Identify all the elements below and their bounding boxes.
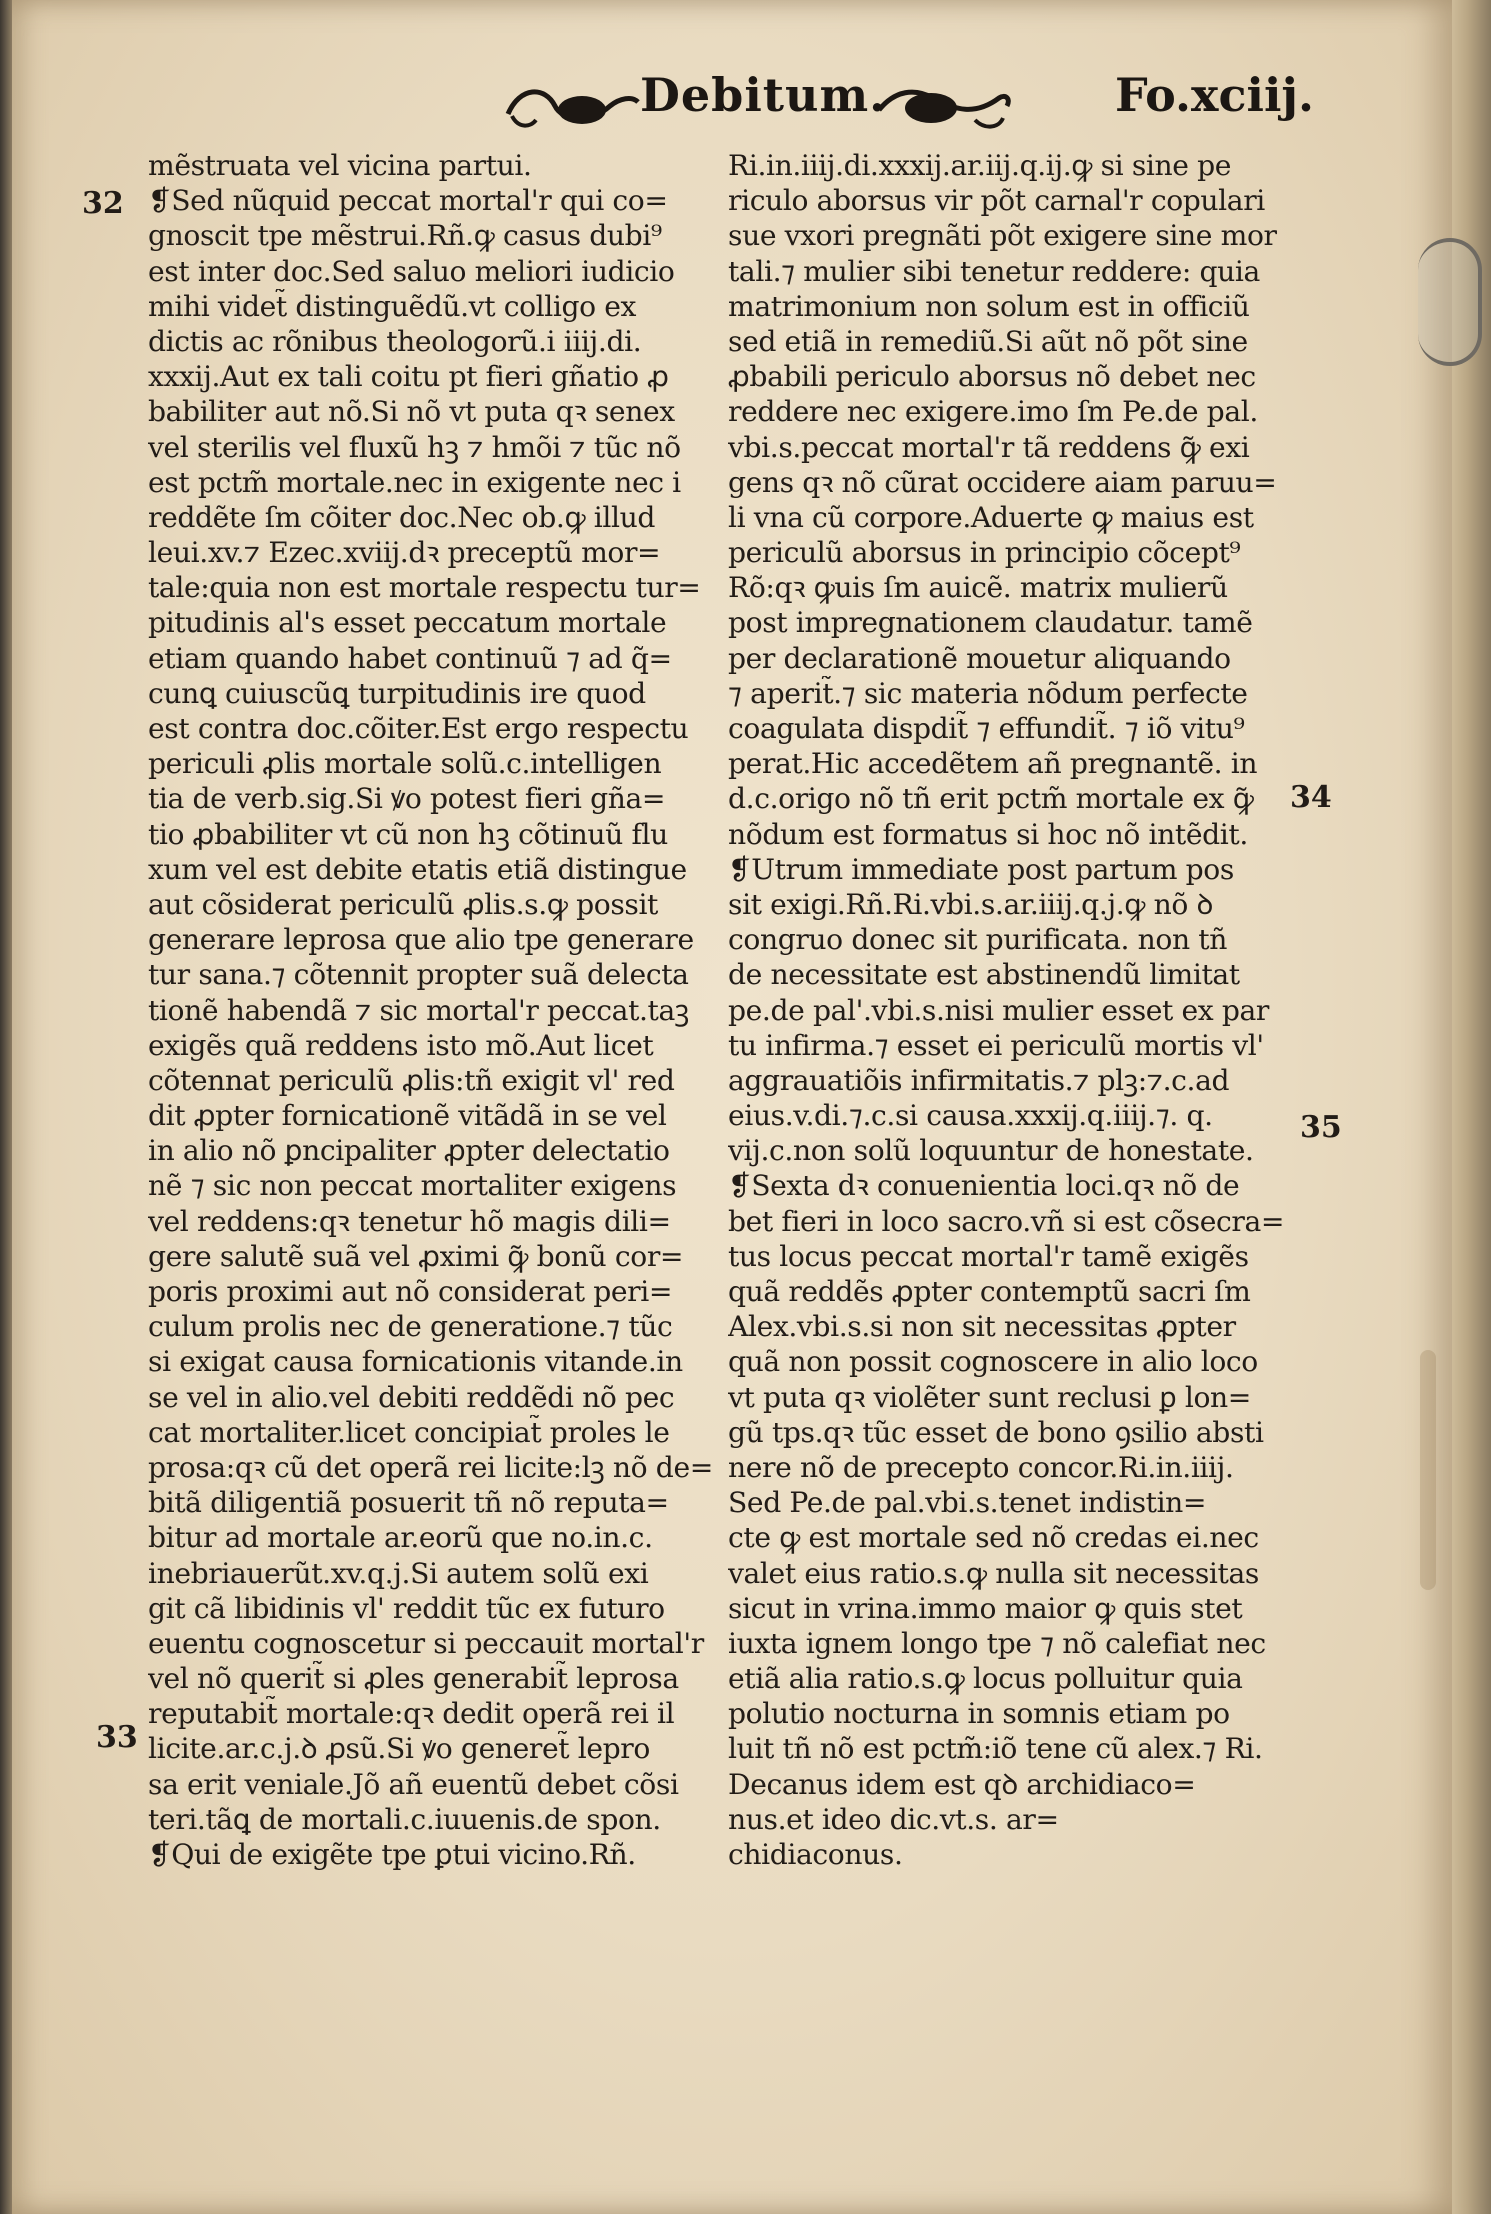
text-line: nõdum est formatus si hoc nõ intẽdit. (728, 817, 1248, 851)
ornament-right-icon (875, 76, 1015, 136)
book-gutter-edge (0, 0, 12, 2214)
text-line: ꝓbabili periculo aborsus nõ debet nec (728, 360, 1256, 394)
text-line: xum vel est debite etatis etiã distingue (148, 852, 687, 886)
text-line: valet eius ratio.s.ꝙ nulla sit necessitas (728, 1556, 1259, 1590)
text-line: prosa:qꝛ cũ det operã rei licite:lꝫ nõ de= (148, 1450, 713, 1484)
text-line: li vna cũ corpore.Aduerte ꝙ maius est (728, 500, 1254, 534)
margin-number-33: 33 (96, 1720, 138, 1755)
text-line: ❡Sed nũquid peccat mortal'r qui co= (148, 184, 668, 218)
text-line: polutio nocturna in somnis etiam po (728, 1697, 1230, 1731)
text-line: poris proximi aut nõ considerat peri= (148, 1275, 673, 1308)
text-line: tus locus peccat mortal'r tamẽ exigẽs (728, 1239, 1249, 1273)
text-line: matrimonium non solum est in officiũ (728, 289, 1250, 323)
margin-number-35: 35 (1300, 1110, 1342, 1145)
text-line: vel sterilis vel fluxũ hꝫ ⁊ hmõi ⁊ tũc nõ (148, 430, 681, 464)
text-line: culum prolis nec de generatione.⁊ tũc (148, 1310, 673, 1344)
text-line: ❡Sexta dꝛ conuenientia loci.qꝛ nõ de (728, 1169, 1240, 1203)
text-line: coagulata dispdit̃ ⁊ effundit̃. ⁊ iõ vitu⁹ (728, 712, 1245, 745)
text-line: perat.Hic accedẽtem añ pregnantẽ. in (728, 747, 1258, 781)
page-stain (1420, 1350, 1436, 1590)
text-line: nẽ ⁊ sic non peccat mortaliter exigens (148, 1169, 677, 1203)
text-line: nere nõ de precepto concor.Ri.in.iiij. (728, 1450, 1234, 1484)
text-line: tali.⁊ mulier sibi tenetur reddere: quia (728, 254, 1260, 288)
text-line: congruo donec sit purificata. non tñ (728, 923, 1227, 957)
text-line: pe.de pal'.vbi.s.nisi mulier esset ex par (728, 993, 1269, 1027)
text-line: cte ꝙ est mortale sed nõ credas ei.nec (728, 1521, 1259, 1555)
text-line: mẽstruata vel vicina partui. (148, 149, 532, 182)
text-line: git cã libidinis vl' reddit tũc ex futuro (148, 1591, 665, 1625)
text-line: per declarationẽ mouetur aliquando (728, 641, 1231, 675)
text-column-left (148, 148, 728, 1872)
text-line: ❡Qui de exigẽte tpe ꝑtui vicino.Rñ. (148, 1838, 636, 1871)
text-line: se vel in alio.vel debiti reddẽdi nõ pec (148, 1380, 675, 1414)
text-line: Ri.in.iiij.di.xxxij.ar.iij.q.ij.ꝙ si sine pe (728, 149, 1232, 182)
text-line: post impregnationem claudatur. tamẽ (728, 606, 1253, 640)
text-line: sit exigi.Rñ.Ri.vbi.s.ar.iiij.q.j.ꝙ nõ ꝺ (728, 887, 1213, 921)
text-line: etiam quando habet continuũ ⁊ ad q̃= (148, 641, 672, 675)
text-line: dictis ac rõnibus theologorũ.i iiij.di. (148, 324, 642, 358)
ornament-left-icon (500, 76, 640, 136)
text-line: bitur ad mortale ar.eorũ que no.in.c. (148, 1521, 653, 1555)
text-line: pitudinis al's esset peccatum mortale (148, 606, 667, 640)
text-line: tu infirma.⁊ esset ei periculũ mortis vl' (728, 1028, 1264, 1062)
text-line: Sed Pe.de pal.vbi.s.tenet indistin= (728, 1486, 1207, 1520)
text-line: etiã alia ratio.s.ꝙ locus polluitur quia (728, 1662, 1243, 1696)
folio-number: Fo.xciij. (1115, 68, 1315, 122)
text-line: de necessitate est abstinendũ limitat (728, 958, 1240, 992)
page-header (500, 68, 1315, 148)
text-line: quã non possit cognoscere in alio loco (728, 1345, 1258, 1379)
text-column-right (728, 148, 1318, 1872)
text-line: vel nõ querit̃ si ꝓles generabit̃ leprosa (148, 1662, 679, 1696)
text-line: mihi videt̃ distinguẽdũ.vt colligo ex (148, 289, 637, 323)
text-line: vbi.s.peccat mortal'r tã reddens ꝙ̃ exi (728, 430, 1250, 464)
text-line: gũ tps.qꝛ tũc esset de bono ꝯsilio absti (728, 1415, 1264, 1449)
text-line: tia de verb.sig.Si ꝟo potest fieri gña= (148, 782, 666, 816)
text-line: sue vxori pregnãti põt exigere sine mor (728, 219, 1277, 253)
text-line: periculũ aborsus in principio cõcept⁹ (728, 536, 1241, 570)
margin-number-34: 34 (1290, 780, 1332, 815)
text-line: vij.c.non solũ loquuntur de honestate. (728, 1134, 1254, 1168)
text-line: Alex.vbi.s.si non sit necessitas ꝓpter (728, 1310, 1236, 1344)
text-line: bet fieri in loco sacro.vñ si est cõsecra= (728, 1204, 1285, 1238)
text-line: Rõ:qꝛ ꝙuis ſm auicẽ. matrix mulierũ (728, 571, 1228, 605)
text-line: sed etiã in remediũ.Si aũt nõ põt sine (728, 324, 1248, 358)
text-line: aggrauatiõis infirmitatis.⁊ plꝫ:⁊.c.ad (728, 1063, 1230, 1097)
text-line: vel reddens:qꝛ tenetur hõ magis dili= (148, 1204, 671, 1238)
text-line: ⁊ aperit̃.⁊ sic materia nõdum perfecte (728, 676, 1248, 710)
text-line: cunꝗ cuiuscũꝗ turpitudinis ire quod (148, 676, 646, 710)
text-line: sicut in vrina.immo maior ꝙ quis stet (728, 1591, 1243, 1625)
text-line: inebriauerũt.xv.q.j.Si autem solũ exi (148, 1556, 649, 1590)
text-line: chidiaconus. (728, 1838, 903, 1871)
text-line: est inter doc.Sed saluo meliori iudicio (148, 254, 675, 288)
text-line: d.c.origo nõ tñ erit pctm̃ mortale ex ꝙ̃ (728, 782, 1254, 816)
text-line: cõtennat periculũ ꝓlis:tñ exigit vl' red (148, 1063, 675, 1097)
text-line: gere salutẽ suã vel ꝓximi ꝙ̃ bonũ cor= (148, 1239, 684, 1273)
text-line: exigẽs quã reddens isto mõ.Aut licet (148, 1028, 654, 1062)
text-line: nus.et ideo dic.vt.s. ar= (728, 1802, 1059, 1836)
text-line: generare leprosa que alio tpe generare (148, 923, 694, 957)
text-line: vt puta qꝛ violẽter sunt reclusi ꝑ lon= (728, 1380, 1251, 1414)
text-line: est contra doc.cõiter.Est ergo respectu (148, 712, 689, 745)
text-line: leui.xv.⁊ Ezec.xviij.dꝛ preceptũ mor= (148, 536, 661, 570)
running-head: Debitum. (640, 68, 887, 122)
text-line: cat mortaliter.licet concipiat̃ proles le (148, 1415, 670, 1449)
text-line: tionẽ habendã ⁊ sic mortal'r peccat.taꝫ (148, 993, 689, 1027)
text-line: riculo aborsus vir põt carnal'r copulari (728, 184, 1265, 218)
margin-number-32: 32 (82, 186, 124, 221)
text-line: bitã diligentiã posuerit tñ nõ reputa= (148, 1486, 669, 1520)
text-line: ❡Utrum immediate post partum pos (728, 852, 1234, 886)
text-line: tale:quia non est mortale respectu tur= (148, 571, 701, 605)
text-line: luit tñ nõ est pctm̃:iõ tene cũ alex.⁊ Ri. (728, 1732, 1263, 1766)
text-line: aut cõsiderat periculũ ꝓlis.s.ꝙ possit (148, 887, 658, 921)
text-line: reddere nec exigere.imo ſm Pe.de pal. (728, 395, 1258, 429)
text-line: periculi ꝓlis mortale solũ.c.intelligen (148, 747, 662, 781)
text-line: teri.tãꝗ de mortali.c.iuuenis.de spon. (148, 1802, 661, 1836)
text-line: iuxta ignem longo tpe ⁊ nõ calefiat nec (728, 1626, 1266, 1660)
text-line: licite.ar.c.j.ꝺ ꝓsũ.Si ꝟo generet̃ lepro (148, 1732, 650, 1766)
text-line: euentu cognoscetur si peccauit mortal'r (148, 1626, 704, 1660)
text-line: dit ꝓpter fornicationẽ vitãdã in se vel (148, 1099, 667, 1133)
text-line: est pctm̃ mortale.nec in exigente nec i (148, 465, 681, 499)
clasp-strap (1418, 238, 1482, 366)
text-line: in alio nõ ꝑncipaliter ꝓpter delectatio (148, 1134, 670, 1168)
text-line: tur sana.⁊ cõtennit propter suã delecta (148, 958, 689, 992)
text-line: quã reddẽs ꝓpter contemptũ sacri ſm (728, 1275, 1251, 1308)
text-line: reddẽte ſm cõiter doc.Nec ob.ꝙ illud (148, 500, 656, 534)
text-line: Decanus idem est qꝺ archidiaco= (728, 1767, 1196, 1801)
text-line: gnoscit tpe mẽstrui.Rñ.ꝙ casus dubi⁹ (148, 219, 662, 253)
text-line: xxxij.Aut ex tali coitu pt fieri gñatio ꝓ (148, 360, 669, 394)
text-line: si exigat causa fornicationis vitande.in (148, 1345, 683, 1379)
text-line: gens qꝛ nõ cũrat occidere aiam paruu= (728, 465, 1277, 499)
text-line: reputabit̃ mortale:qꝛ dedit operã rei il (148, 1697, 675, 1731)
text-line: eius.v.di.⁊.c.si causa.xxxij.q.iiij.⁊. q. (728, 1099, 1213, 1133)
text-line: babiliter aut nõ.Si nõ vt puta qꝛ senex (148, 395, 675, 429)
text-line: tio ꝓbabiliter vt cũ non hꝫ cõtinuũ flu (148, 817, 668, 851)
text-line: sa erit veniale.Jõ añ euentũ debet cõsi (148, 1767, 679, 1801)
